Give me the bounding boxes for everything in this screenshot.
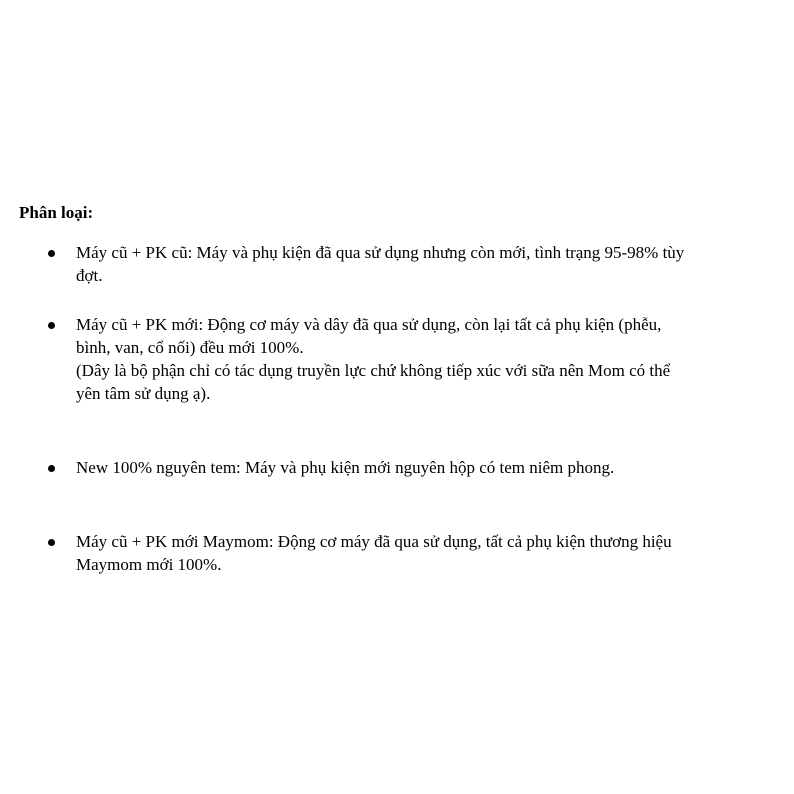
list-item-text: bình, van, cổ nối) đều mới 100%. [76,338,304,357]
document-body [19,201,779,576]
bullet-icon [48,250,55,257]
list-item-used-new-maymom [19,530,779,576]
list-item-text: đợt. [76,266,103,285]
list-item-text: New 100% nguyên tem: Máy và phụ kiện mới nguyên hộp có tem niêm phong. [76,458,615,477]
list-item-text: Máy cũ + PK mới Maymom: Động cơ máy đã qua sử dụng, tất cả phụ kiện thương hiệu [76,532,672,551]
list-item-new-sealed [19,456,779,479]
section-heading: Phân loại: [19,203,94,222]
classification-list [19,241,779,576]
list-item-text: Máy cũ + PK mới: Động cơ máy và dây đã qua sử dụng, còn lại tất cả phụ kiện (phễu, [76,315,662,334]
list-item-text: Maymom mới 100%. [76,555,222,574]
list-item-used-used [19,241,779,287]
list-item-note: yên tâm sử dụng ạ). [76,384,211,403]
bullet-icon [48,539,55,546]
list-item-used-new [19,313,779,405]
list-item-note: (Dây là bộ phận chỉ có tác dụng truyền lực chứ không tiếp xúc với sữa nên Mom có thể [76,361,671,380]
bullet-icon [48,465,55,472]
list-item-text: Máy cũ + PK cũ: Máy và phụ kiện đã qua sử dụng nhưng còn mới, tình trạng 95-98% tùy [76,243,685,262]
bullet-icon [48,322,55,329]
